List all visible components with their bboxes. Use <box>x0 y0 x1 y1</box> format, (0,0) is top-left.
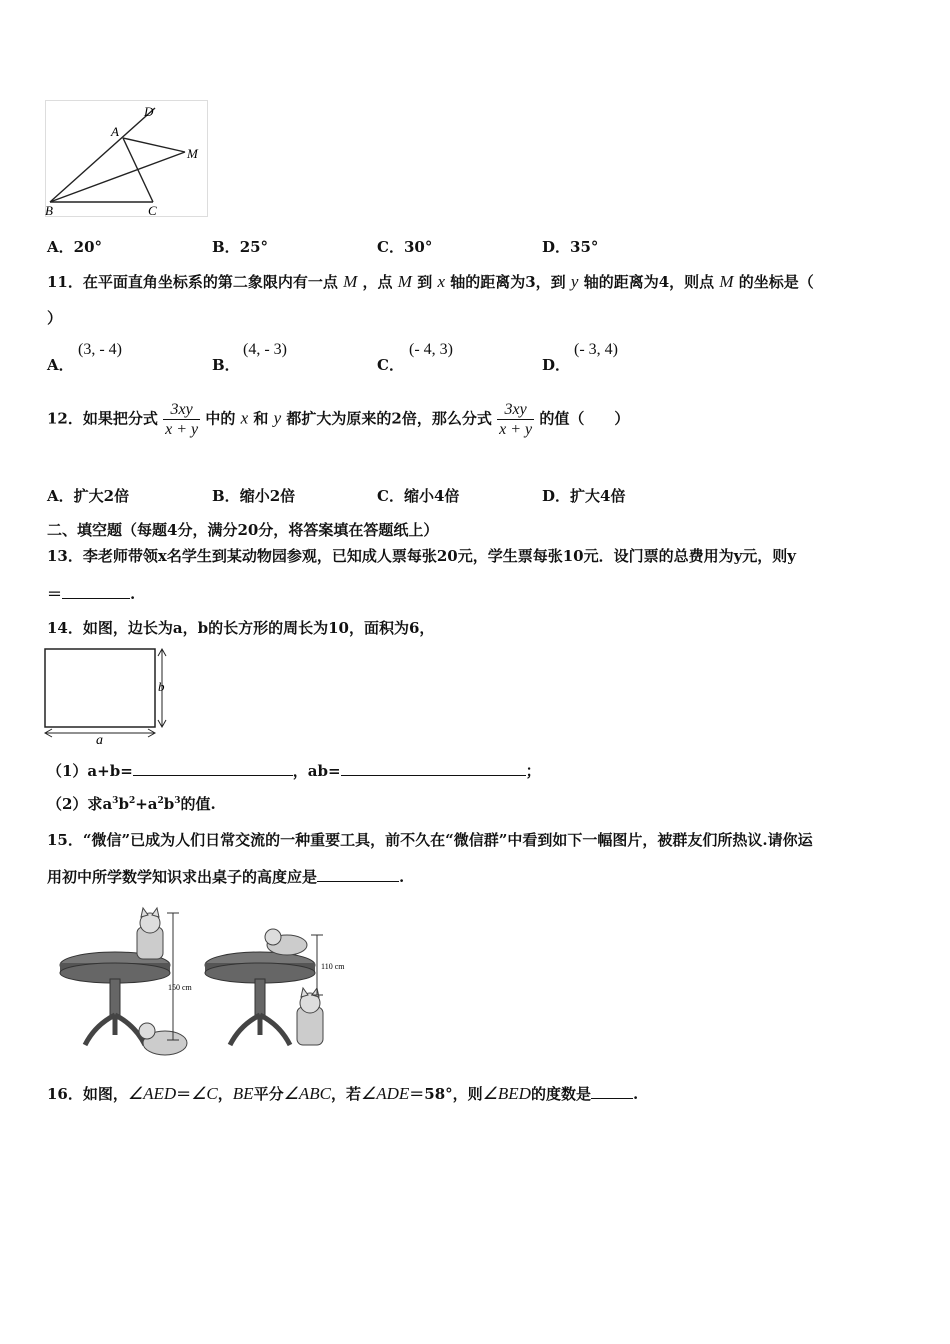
triangle-figure <box>45 100 210 220</box>
label-A: A <box>111 124 119 139</box>
cat-icon-left-bottom <box>139 1023 187 1055</box>
q14-blank-product[interactable] <box>341 761 526 776</box>
q12-option-d: D．扩大4倍 <box>542 487 626 505</box>
rectangle-figure <box>42 645 177 745</box>
label-B: B <box>45 203 53 218</box>
q11-option-c: C． <box>377 356 404 374</box>
q13-stem: 13．李老师带领x名学生到某动物园参观，已知成人票每张20元，学生票每张10元．设门票的总费用为y元，则y <box>47 547 797 565</box>
cat-icon-right-top <box>265 929 307 955</box>
q11-stem-end: ） <box>47 309 63 327</box>
q12-option-a: A．扩大2倍 <box>47 487 130 505</box>
line-AM <box>123 138 185 152</box>
q14-blank-sum[interactable] <box>133 761 293 776</box>
q10-option-a: A．20° <box>47 238 103 256</box>
q12-fraction-2: $\frac{3xy}{x + y}$ <box>499 401 533 439</box>
q11-option-a-value: (3, - 4) <box>78 341 122 358</box>
q12-stem: 12．如果把分式 $\frac{3xy}{x + y}$ 中的 x 和 y 都扩大为原来的2倍，那么分式 $\frac{3xy}{x + y}$ 的值（ ） <box>47 401 630 439</box>
q11-option-c-value: (- 4, 3) <box>409 341 453 358</box>
q15-blank[interactable] <box>317 867 399 882</box>
q12-option-b: B．缩小2倍 <box>212 487 296 505</box>
label-110cm: 110 cm <box>321 962 345 971</box>
q10-option-c: C．30° <box>377 238 433 256</box>
q14-stem: 14．如图，边长为a，b的长方形的周长为10，面积为6， <box>47 619 435 637</box>
q10-option-d: D．35° <box>542 238 599 256</box>
q11-option-a: A． <box>47 356 74 374</box>
q15-stem: 15．“微信”已成为人们日常交流的一种重要工具，前不久在“微信群”中看到如下一幅图片，被群友们所热议.请你运 <box>47 831 813 849</box>
label-M: M <box>187 146 198 161</box>
tables-cats-figure <box>55 905 365 1060</box>
rectangle <box>45 649 155 727</box>
label-C: C <box>148 203 157 218</box>
q11-option-b: B． <box>212 356 240 374</box>
q13-answer-line: ＝ . <box>47 585 136 603</box>
q14-part2: （2）求$a^3b^2+a^2b^3$的值. <box>47 795 216 813</box>
cat-icon-left-top <box>137 908 163 959</box>
q15-answer-line: 用初中所学数学知识求出桌子的高度应是 . <box>47 868 405 886</box>
q11-option-b-value: (4, - 3) <box>243 341 287 358</box>
q10-option-b: B．25° <box>212 238 269 256</box>
label-D: D <box>144 104 154 119</box>
q16-blank[interactable] <box>591 1084 633 1099</box>
label-b: b <box>158 679 165 694</box>
line-BD <box>50 108 155 202</box>
q11-option-d: D． <box>542 356 571 374</box>
q11-option-d-value: (- 3, 4) <box>574 341 618 358</box>
q14-part1: （1）a+b= ，ab= ； <box>47 762 541 780</box>
q16-stem: 16．如图，∠AED＝∠C，BE平分∠ABC，若∠ADE＝58°，则∠BED的度数是 . <box>47 1084 639 1103</box>
cat-icon-right-bottom <box>297 988 323 1045</box>
label-a: a <box>96 733 103 745</box>
q13-blank[interactable] <box>62 584 130 599</box>
q12-fraction-1: $\frac{3xy}{x + y}$ <box>165 401 199 439</box>
q11-stem: 11．在平面直角坐标系的第二象限内有一点 M ，点 M 到 x 轴的距离为3，到 y 轴的距离为4，则点 M 的坐标是（ <box>47 272 814 291</box>
section-2-heading: 二、填空题（每题4分，满分20分，将答案填在答题纸上） <box>47 521 439 539</box>
line-BM <box>50 152 185 202</box>
q12-option-c: C．缩小4倍 <box>377 487 460 505</box>
label-150cm: 150 cm <box>168 983 192 992</box>
